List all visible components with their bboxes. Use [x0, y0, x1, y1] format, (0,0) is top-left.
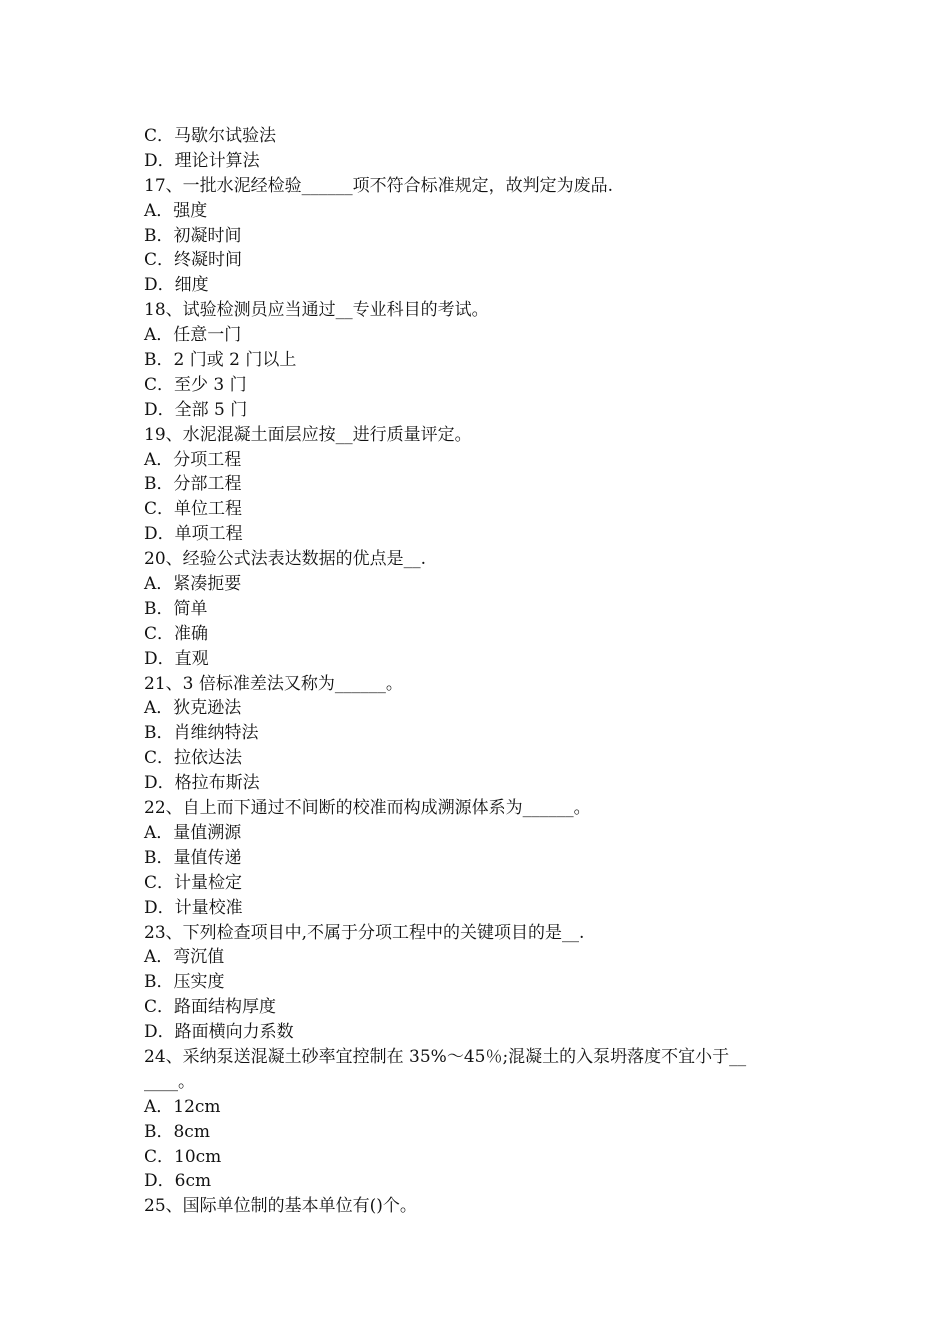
option-c: C．单位工程 [144, 499, 243, 520]
question-18: 18、试验检测员应当通过__专业科目的考试。 [144, 300, 489, 321]
question-21: 21、3 倍标准差法又称为______。 [144, 673, 403, 694]
option-b: B．8cm [144, 1121, 210, 1142]
text-line: C．马歇尔试验法 [144, 126, 277, 146]
option-a: A．弯沉值 [144, 947, 225, 968]
question-24-continuation: ____。 [144, 1071, 195, 1092]
question-22: 22、自上而下通过不间断的校准而构成溯源体系为______。 [144, 798, 591, 819]
text-line: D．理论计算法 [144, 150, 260, 171]
option-b: B．2 门或 2 门以上 [144, 350, 297, 371]
option-b: B．分部工程 [144, 474, 242, 495]
option-b: B．简单 [144, 598, 208, 619]
option-a: A．狄克逊法 [144, 698, 242, 719]
option-d: D．单项工程 [144, 524, 243, 545]
option-a: A．任意一门 [144, 325, 242, 346]
option-c: C．准确 [144, 623, 209, 644]
option-b: B．量值传递 [144, 847, 242, 868]
option-d: D．全部 5 门 [144, 399, 248, 420]
question-17: 17、一批水泥经检验______项不符合标准规定，故判定为废品. [144, 175, 614, 196]
option-a: A．量值溯源 [144, 822, 242, 843]
option-c: C．路面结构厚度 [144, 997, 277, 1018]
option-d: D．6cm [144, 1171, 212, 1192]
option-c: C．拉依达法 [144, 748, 243, 769]
option-a: A．分项工程 [144, 449, 242, 470]
question-20: 20、经验公式法表达数据的优点是__. [144, 549, 427, 570]
option-b: B．压实度 [144, 972, 225, 993]
question-24: 24、采纳泵送混凝土砂率宜控制在 35%～45％;混凝土的入泵坍落度不宜小于__ [144, 1046, 747, 1067]
option-a: A．紧凑扼要 [144, 574, 242, 595]
option-d: D．细度 [144, 275, 209, 296]
document-body [144, 124, 824, 1219]
question-23: 23、下列检查项目中,不属于分项工程中的关键项目的是__. [144, 922, 585, 943]
option-a: A．强度 [144, 200, 208, 221]
question-19: 19、水泥混凝土面层应按__进行质量评定。 [144, 424, 472, 445]
question-25: 25、国际单位制的基本单位有()个。 [144, 1196, 417, 1217]
option-b: B．初凝时间 [144, 225, 242, 246]
option-a: A．12cm [144, 1096, 221, 1117]
option-c: C．10cm [144, 1146, 222, 1167]
option-d: D．路面横向力系数 [144, 1022, 294, 1043]
option-b: B．肖维纳特法 [144, 723, 259, 744]
option-c: C．终凝时间 [144, 250, 243, 271]
option-c: C．至少 3 门 [144, 374, 247, 395]
option-d: D．格拉布斯法 [144, 773, 260, 794]
option-c: C．计量检定 [144, 872, 243, 893]
option-d: D．直观 [144, 648, 209, 669]
option-d: D．计量校准 [144, 897, 243, 918]
